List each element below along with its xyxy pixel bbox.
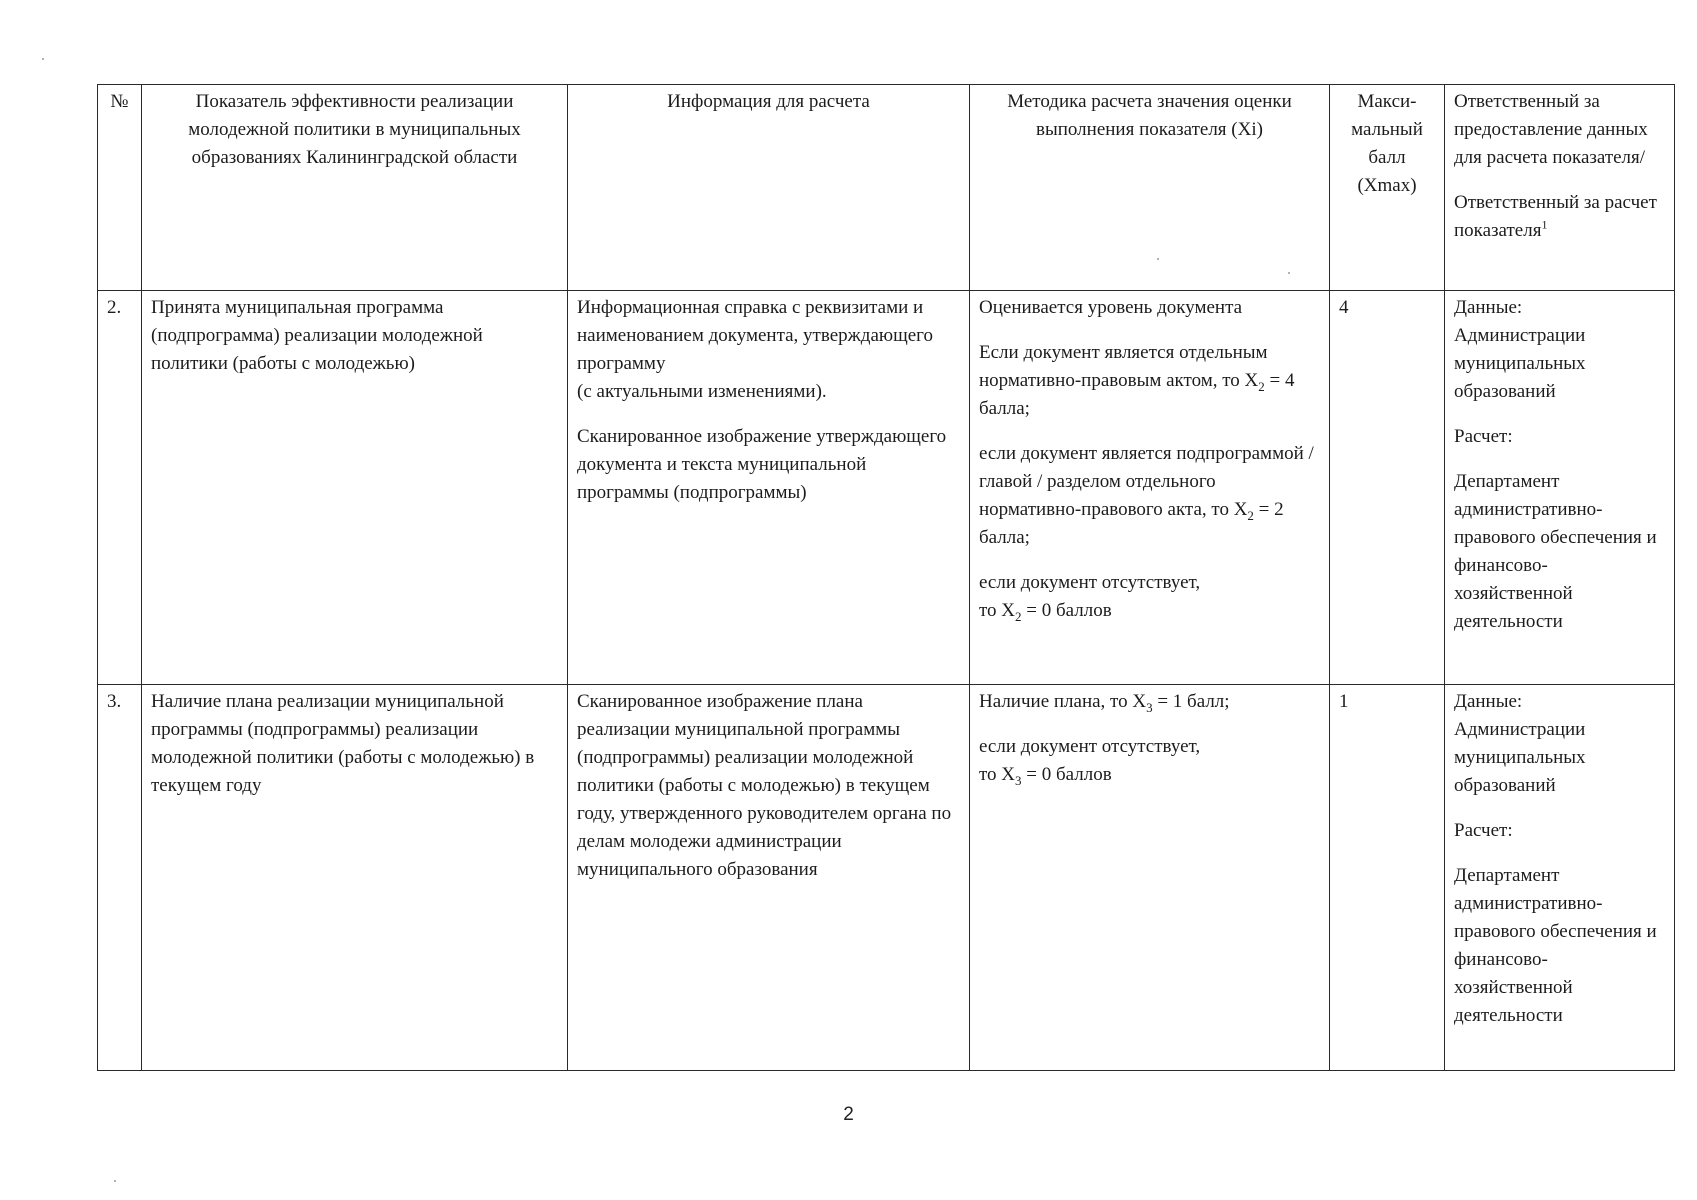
row-method: Наличие плана, то $X_3 = 1$ балл; если документ отсутствует, то $X_3 = 0$ баллов [970, 685, 1330, 1071]
row-method: Оценивается уровень документа Если документ является отдельным нормативно-правовым актом, то $X_2 = 4$ балла; если документ является подпрограммой /главой / разделом отдельного нормативно-правового акта, то $X_2 = 2$ балла; если документ отсутствует, то $X_2 = 0$ баллов [970, 291, 1330, 685]
table-row [98, 685, 1675, 1071]
row-responsible: Данные: Администрации муниципальных образований Расчет: Департамент административно-правового обеспечения и финансово-хозяйственной деятельности [1445, 685, 1675, 1071]
scan-speck [1157, 258, 1159, 260]
scan-speck [42, 58, 44, 60]
header-num: № [98, 85, 142, 291]
row-indicator: Принята муниципальная программа (подпрограмма) реализации молодежной политики (работы с молодежью) [142, 291, 568, 685]
header-responsible [1445, 85, 1675, 291]
row-num: 3. [98, 685, 142, 1071]
row-max-score: 1 [1330, 685, 1445, 1071]
scan-speck [1288, 272, 1290, 274]
table-row [98, 291, 1675, 685]
header-method: Методика расчета значения оценки выполнения показателя (Xi) [970, 85, 1330, 291]
row-num: 2. [98, 291, 142, 685]
row-responsible: Данные: Администрации муниципальных образований Расчет: Департамент административно-правового обеспечения и финансово-хозяйственной деятельности [1445, 291, 1675, 685]
criteria-table [97, 84, 1675, 1071]
header-indicator: Показатель эффективности реализации молодежной политики в муниципальных образованиях Калининградской области [142, 85, 568, 291]
table-header-row [98, 85, 1675, 291]
header-responsible-part1: Ответственный за предоставление данных для расчета показателя/ [1454, 91, 1648, 168]
row-info: Сканированное изображение плана реализации муниципальной программы (подпрограммы) реализации молодежной политики (работы с молодежью) в текущем году, утвержденного руководителем органа по делам молодежи администрации муниципального образования [568, 685, 970, 1071]
row-indicator: Наличие плана реализации муниципальной программы (подпрограммы) реализации молодежной политики (работы с молодежью) в текущем году [142, 685, 568, 1071]
footnote-marker: 1 [1541, 217, 1548, 232]
header-responsible-part2: Ответственный за расчет показателя$^1$ [1454, 192, 1657, 241]
row-max-score: 4 [1330, 291, 1445, 685]
page-number: 2 [843, 1104, 854, 1125]
row-info: Информационная справка с реквизитами и наименованием документа, утверждающего программу (с актуальными изменениями). Сканированное изображение утверждающего документа и текста муниципальной программы (подпрограммы) [568, 291, 970, 685]
header-info: Информация для расчета [568, 85, 970, 291]
header-max-score: Макси- мальный балл (Xmax) [1330, 85, 1445, 291]
scan-speck [114, 1180, 116, 1182]
